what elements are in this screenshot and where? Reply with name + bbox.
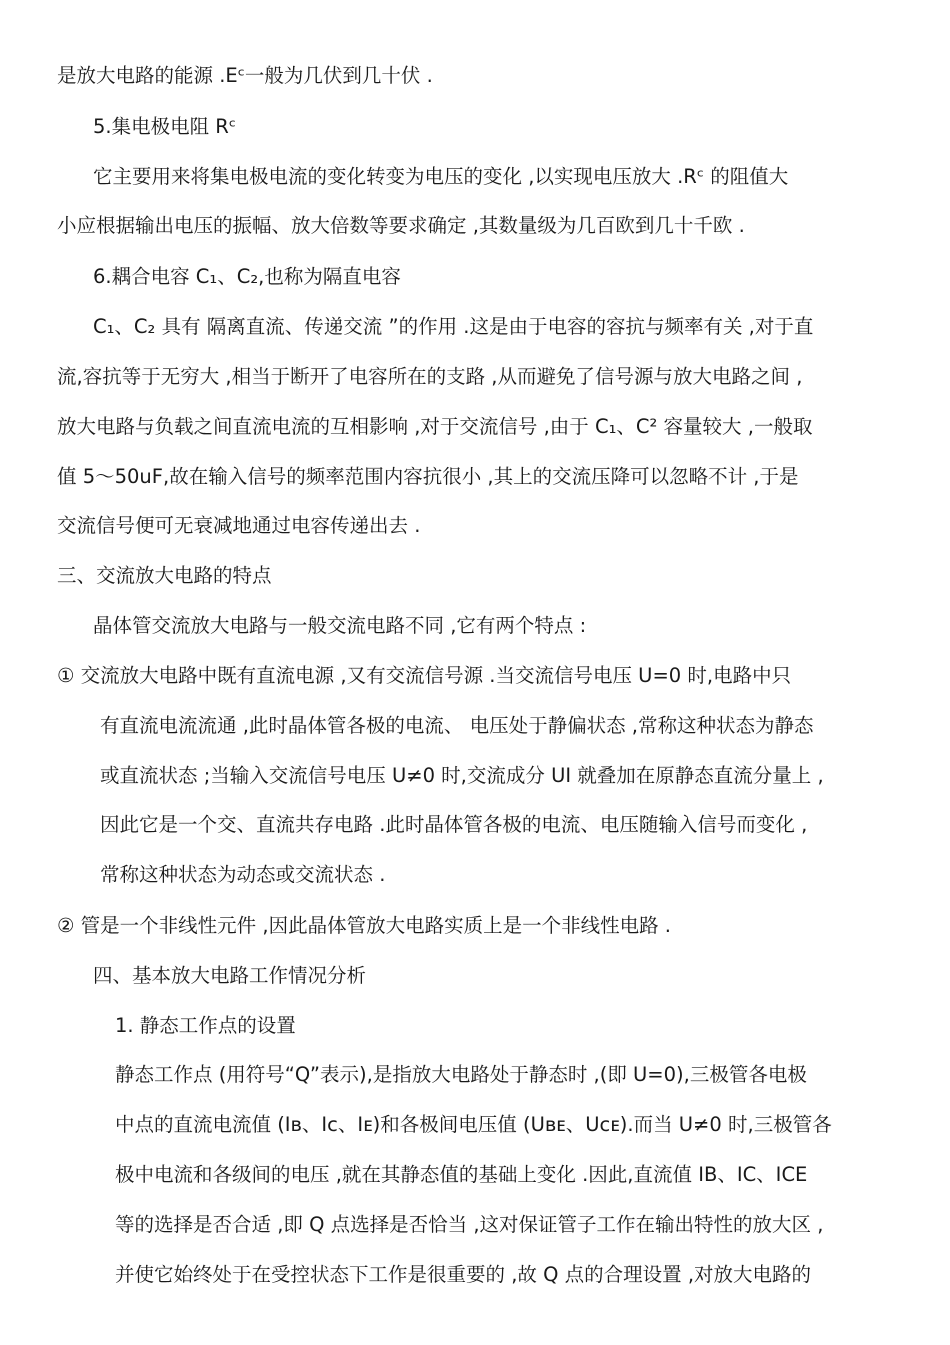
section-heading: 6.耦合电容 C₁、C₂,也称为隔直电容: [93, 265, 401, 288]
section-heading: 5.集电极电阻 Rᶜ: [93, 115, 237, 138]
text-line: 小应根据输出电压的振幅、放大倍数等要求确定 ,其数量级为几百欧到几十千欧 .: [57, 214, 745, 237]
text-line: 是放大电路的能源 .Eᶜ一般为几伏到几十伏 .: [57, 64, 433, 87]
text-line: 交流信号便可无衰减地通过电容传递出去 .: [57, 514, 421, 537]
section-heading: 四、基本放大电路工作情况分析: [93, 964, 367, 987]
text-line: 有直流电流流通 ,此时晶体管各极的电流、 电压处于静偏状态 ,常称这种状态为静态: [100, 714, 814, 737]
text-line: 晶体管交流放大电路与一般交流电路不同 ,它有两个特点 :: [93, 614, 587, 637]
text-line: 并使它始终处于在受控状态下工作是很重要的 ,故 Q 点的合理设置 ,对放大电路的: [115, 1263, 812, 1286]
text-line: 极中电流和各级间的电压 ,就在其静态值的基础上变化 .因此,直流值 IB、IC、ICE: [115, 1163, 808, 1186]
section-heading: 三、交流放大电路的特点: [57, 564, 272, 587]
text-line: 常称这种状态为动态或交流状态 .: [100, 863, 386, 886]
text-line: 等的选择是否合适 ,即 Q 点选择是否恰当 ,这对保证管子工作在输出特性的放大区 ,: [115, 1213, 824, 1236]
list-item: ② 管是一个非线性元件 ,因此晶体管放大电路实质上是一个非线性电路 .: [57, 914, 671, 937]
text-line: 静态工作点 (用符号“Q”表示),是指放大电路处于静态时 ,(即 U=0),三极管各电极: [115, 1063, 807, 1086]
text-line: 因此它是一个交、直流共存电路 .此时晶体管各极的电流、电压随输入信号而变化 ,: [100, 813, 808, 836]
text-line: 中点的直流电流值 (Iʙ、Iᴄ、Iᴇ)和各极间电压值 (Uʙᴇ、Uᴄᴇ).而当 U≠0 时,三极管各: [115, 1113, 832, 1136]
text-line: 放大电路与负载之间直流电流的互相影响 ,对于交流信号 ,由于 C₁、C² 容量较大 ,一般取: [57, 415, 813, 438]
list-item: ① 交流放大电路中既有直流电源 ,又有交流信号源 .当交流信号电压 U=0 时,电路中只: [57, 664, 792, 687]
section-heading: 1. 静态工作点的设置: [115, 1014, 296, 1037]
text-line: 值 5～50uF,故在输入信号的频率范围内容抗很小 ,其上的交流压降可以忽略不计 ,于是: [57, 465, 799, 488]
text-line: 它主要用来将集电极电流的变化转变为电压的变化 ,以实现电压放大 .Rᶜ 的阻值大: [93, 165, 789, 188]
text-line: C₁、C₂ 具有 隔离直流、传递交流 ”的作用 .这是由于电容的容抗与频率有关 ,对于直: [93, 315, 814, 338]
text-line: 流,容抗等于无穷大 ,相当于断开了电容所在的支路 ,从而避免了信号源与放大电路之间 ,: [57, 365, 803, 388]
text-line: 或直流状态 ;当输入交流信号电压 U≠0 时,交流成分 UI 就叠加在原静态直流分量上 ,: [100, 764, 824, 787]
